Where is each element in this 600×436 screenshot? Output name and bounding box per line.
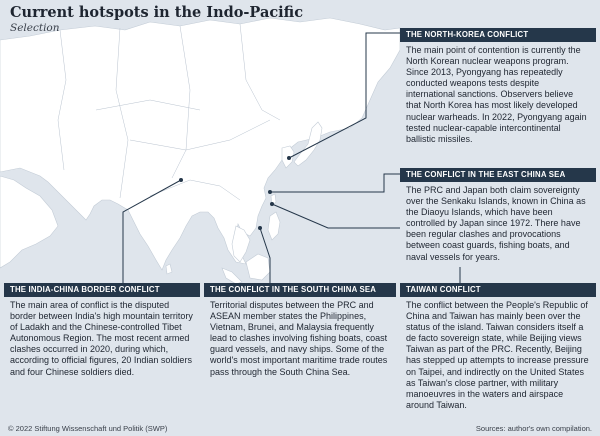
south-china-sea-conflict-box [204, 283, 396, 382]
south-china-sea-marker [258, 226, 262, 230]
copyright-credit: © 2022 Stiftung Wissenschaft und Politik (SWP) [8, 424, 168, 433]
source-note: Sources: author's own compilation. [475, 424, 592, 433]
india-china-conflict-text: The main area of conflict is the disputed border between India's high mountain territory of Ladakh and the Chinese-controlled Tibet Autonomous Region. The most recent armed clashes occurred in 2020, during which, according to official figures, 20 Indian soldiers and four Chinese soldiers died. [4, 297, 200, 382]
north-korea-conflict-box [400, 28, 596, 149]
india-china-conflict-box [4, 283, 200, 382]
map-title: Current hotspots in the Indo-Pacific [10, 4, 304, 21]
north-korea-marker [287, 156, 291, 160]
north-korea-conflict-heading: THE NORTH-KOREA CONFLICT [400, 28, 596, 42]
india-china-conflict-heading: THE INDIA-CHINA BORDER CONFLICT [4, 283, 200, 297]
south-china-sea-conflict-text: Territorial disputes between the PRC and ASEAN member states the Philippines, Vietnam, Brunei, and Malaysia frequently lead to clashes involving fishing boats, coast guard vessels, and navy ships. Some of the world's most important maritime trade routes pass through the South China Sea. [204, 297, 396, 382]
east-china-sea-conflict-box [400, 168, 596, 267]
taiwan-marker [270, 202, 274, 206]
south-china-sea-conflict-heading: THE CONFLICT IN THE SOUTH CHINA SEA [204, 283, 396, 297]
taiwan-conflict-box [400, 283, 596, 415]
india-china-marker [179, 178, 183, 182]
north-korea-conflict-text: The main point of contention is currently the North Korean nuclear weapons program. Since 2013, Pyongyang has repeatedly conducted weapons tests despite international sanctions. Observers believe that North Korea has most likely developed nuclear warheads. In 2022, Pyongyang again tested nuclear-capable intercontinental ballistic missiles. [400, 42, 596, 149]
map-subtitle: Selection [10, 22, 60, 34]
taiwan-conflict-text: The conflict between the People's Republic of China and Taiwan has mainly been over the status of the island. Taiwan considers itself a de facto sovereign state, while Beijing views Taiwan as part of the PRC. Recently, Beijing has stepped up attempts to increase pressure on Taipei, and indirectly on the United States as Taiwan's close partner, with military manoeuvres in the waters and airspace around Taiwan. [400, 297, 596, 415]
taiwan-conflict-heading: TAIWAN CONFLICT [400, 283, 596, 297]
east-china-sea-conflict-heading: THE CONFLICT IN THE EAST CHINA SEA [400, 168, 596, 182]
east-china-sea-marker [268, 190, 272, 194]
east-china-sea-conflict-text: The PRC and Japan both claim sovereignty over the Senkaku Islands, known in China as the Diaoyu Islands, which have been controlled by Japan since 1972. There have been regular clashes and provocations between coast guards, fishing boats, and naval vessels for years. [400, 182, 596, 267]
